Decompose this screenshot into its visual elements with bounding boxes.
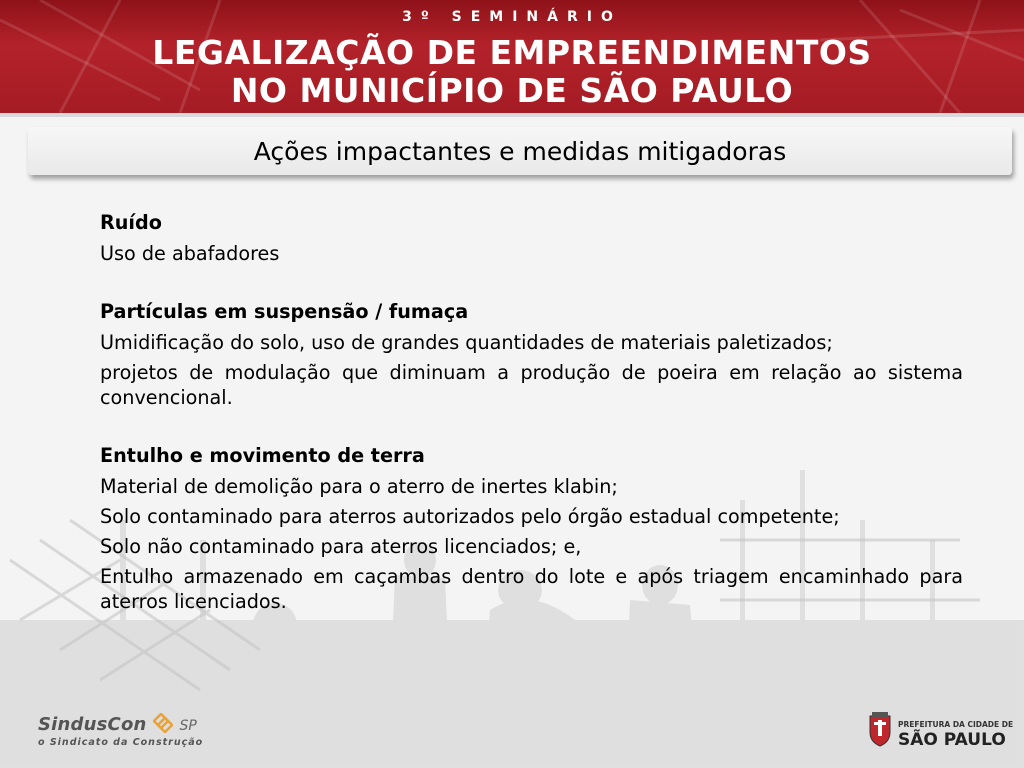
section-debris — [100, 443, 963, 614]
prefeitura-caption: PREFEITURA DA CIDADE DE — [898, 720, 1014, 729]
section-line: projetos de modulação que diminuam a produção de poeira em relação ao sistema convencional. — [100, 361, 963, 409]
slide-content — [100, 210, 963, 647]
sinduscon-brand: SindusCon — [38, 714, 147, 735]
section-line: Material de demolição para o aterro de inertes klabin; — [100, 475, 618, 498]
section-line: Solo não contaminado para aterros licenciados; e, — [100, 535, 582, 558]
sinduscon-logo — [38, 713, 203, 748]
sinduscon-knot-icon — [153, 713, 173, 733]
section-line: Uso de abafadores — [100, 242, 280, 265]
section-heading: Ruído — [100, 211, 162, 234]
event-title-line-2: NO MUNICÍPIO DE SÃO PAULO — [230, 71, 794, 110]
section-heading: Partículas em suspensão / fumaça — [100, 300, 469, 323]
section-line: Solo contaminado para aterros autorizados pelo órgão estadual competente; — [100, 505, 840, 528]
prefeitura-logo — [866, 712, 1014, 753]
section-particles — [100, 299, 963, 410]
sao-paulo-coat-of-arms-icon — [866, 712, 894, 748]
seminar-label: 3º SEMINÁRIO — [402, 9, 622, 25]
event-banner — [0, 0, 1024, 113]
sinduscon-tagline: o Sindicato da Construção — [38, 737, 204, 748]
sinduscon-sp: SP — [179, 718, 197, 734]
section-heading: Entulho e movimento de terra — [100, 444, 425, 467]
prefeitura-city: SÃO PAULO — [898, 730, 1006, 750]
slide-title: Ações impactantes e medidas mitigadoras — [253, 137, 787, 166]
section-noise — [100, 210, 963, 266]
event-title-line-1: LEGALIZAÇÃO DE EMPREENDIMENTOS — [152, 33, 872, 72]
section-line: Umidificação do solo, uso de grandes quantidades de materiais paletizados; — [100, 331, 833, 354]
banner-divider — [0, 113, 1024, 117]
slide-title-bar — [28, 127, 1012, 175]
section-line: Entulho armazenado em caçambas dentro do lote e após triagem encaminhado para aterros licenciados. — [100, 565, 963, 613]
